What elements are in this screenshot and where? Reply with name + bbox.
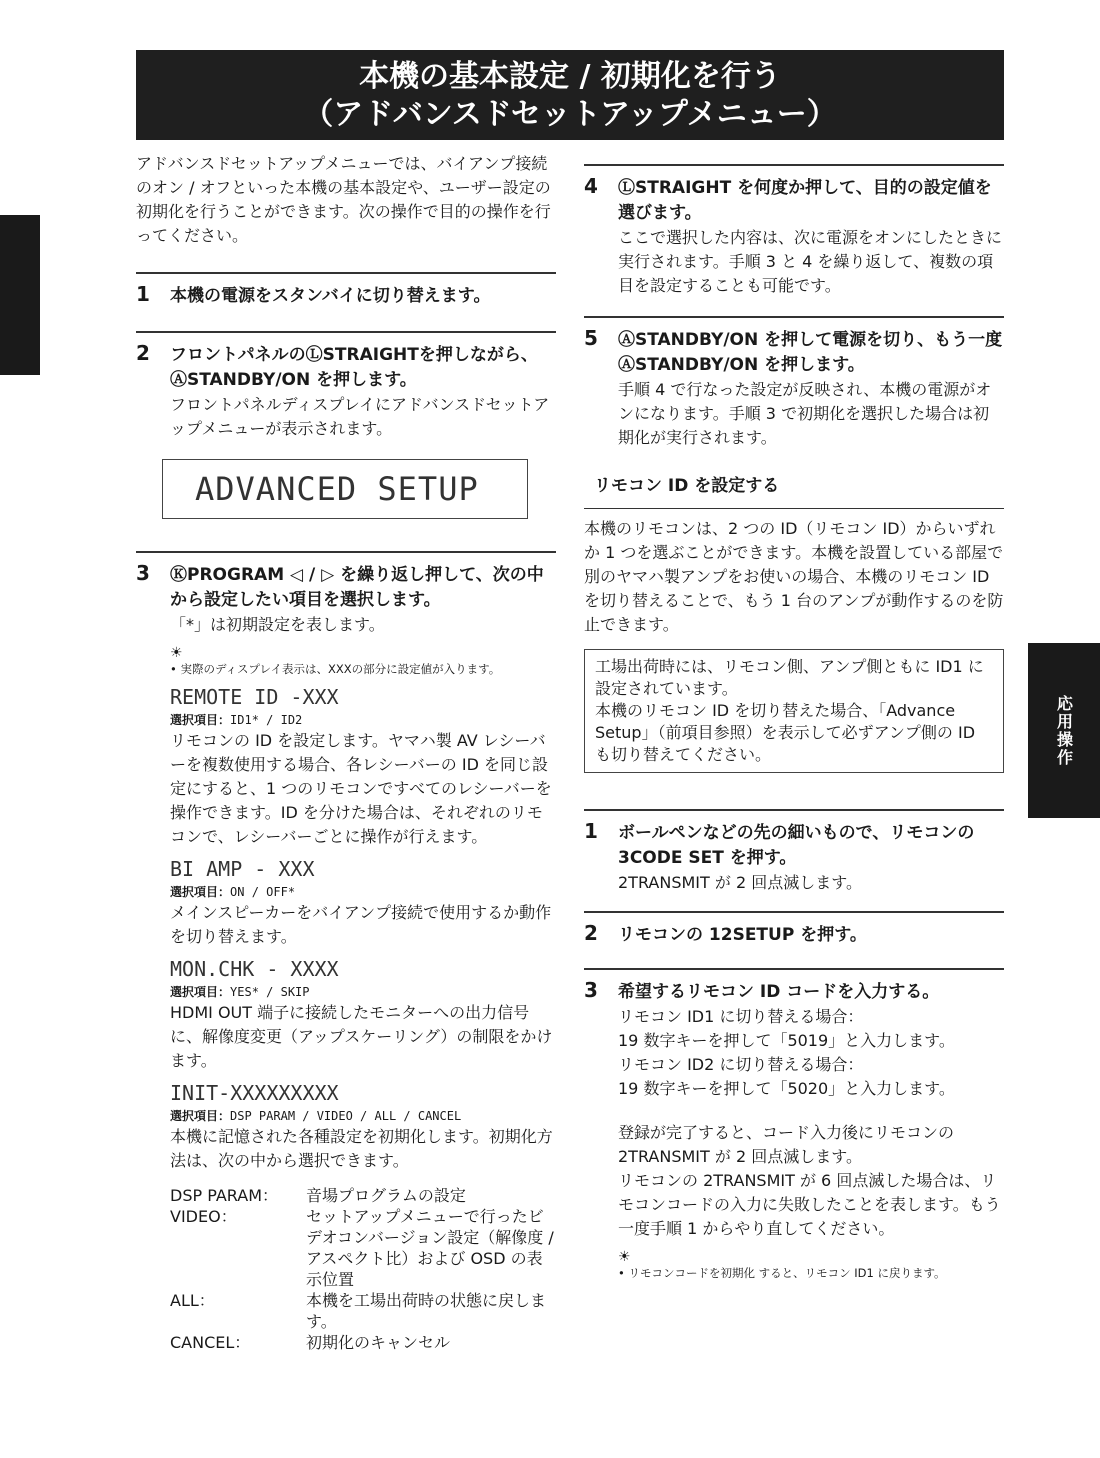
section-title: リモコン ID を設定する bbox=[594, 476, 780, 496]
options-label: 選択項目： bbox=[170, 985, 231, 999]
step-heading: 本機の電源をスタンバイに切り替えます。 bbox=[170, 286, 491, 306]
options-label: 選択項目： bbox=[170, 713, 231, 727]
options-values: ID1* / ID2 bbox=[230, 713, 303, 727]
init-key: VIDEO： bbox=[170, 1207, 237, 1226]
note-line: 工場出荷時には、リモコン側、アンプ側ともに ID1 に設定されています。 bbox=[595, 657, 984, 698]
front-display-lcd: ADVANCED SETUP bbox=[162, 459, 528, 519]
init-key: DSP PARAM： bbox=[170, 1186, 279, 1205]
step-body: 手順 4 で行なった設定が反映され、本機の電源がオンになります。手順 3 で初期化を選択した場合は初期化が実行されます。 bbox=[618, 380, 992, 447]
step-body: フロントパネルディスプレイにアドバンスドセットアップメニューが表示されます。 bbox=[170, 395, 550, 438]
step-heading: 希望するリモコン ID コードを入力する。 bbox=[618, 982, 940, 1002]
title-line-2: （アドバンスドセットアップメニュー） bbox=[303, 97, 837, 132]
item-options bbox=[170, 883, 556, 901]
section-divider bbox=[584, 508, 1004, 509]
options-label: 選択項目： bbox=[170, 885, 231, 899]
item-options bbox=[170, 711, 556, 729]
section-side-tab bbox=[1028, 643, 1100, 818]
step-number: 2 bbox=[136, 341, 150, 365]
step-body-line: リモコンの 2TRANSMIT が 6 回点滅した場合は、リモコンコードの入力に失敗したことを表します。もう一度手順 1 からやり直してください。 bbox=[618, 1171, 1001, 1238]
step-5 bbox=[584, 316, 1004, 450]
section-intro: 本機のリモコンは、2 つの ID（リモコン ID）からいずれか 1 つを選ぶことができます。本機を設置している部屋で別のヤマハ製アンプをお使いの場合、本機のリモコン ID を切り替えることで、もう 1 台のアンプが動作するのを防止できます。 bbox=[584, 519, 1004, 634]
right-column bbox=[584, 152, 1004, 1281]
item-options bbox=[170, 1107, 556, 1125]
item-name: INIT-XXXXXXXXX bbox=[170, 1081, 339, 1105]
step-body-line: リモコン ID1 に切り替える場合： bbox=[618, 1007, 864, 1026]
step-number: 3 bbox=[584, 978, 598, 1002]
setting-item-remote-id bbox=[136, 683, 556, 849]
step-number: 2 bbox=[584, 921, 598, 945]
item-options bbox=[170, 983, 556, 1001]
step-heading: ⓀPROGRAM ◁ / ▷ を繰り返し押して、次の中から設定したい項目を選択します。 bbox=[170, 565, 544, 610]
init-options-table bbox=[170, 1185, 556, 1353]
step-body: 「*」は初期設定を表します。 bbox=[170, 615, 385, 634]
side-tab-label: 応用操作 bbox=[1054, 694, 1074, 767]
step-number: 1 bbox=[584, 819, 598, 843]
tip-icon: ☀ bbox=[170, 645, 183, 661]
remote-step-1 bbox=[584, 809, 1004, 895]
left-edge-tab bbox=[0, 215, 40, 375]
step-body: ここで選択した内容は、次に電源をオンにしたときに実行されます。手順 3 と 4 を繰り返して、複数の項目を設定することも可能です。 bbox=[618, 228, 1003, 295]
step-number: 1 bbox=[136, 282, 150, 306]
item-description: リモコンの ID を設定します。ヤマハ製 AV レシーバーを複数使用する場合、各レシーバーの ID を同じ設定にすると、1 つのリモコンですべてのレシーバーを操作できます。ID を分けた場合は、それぞれのリモコンで、レシーバーごとに操作が行えます。 bbox=[170, 731, 552, 846]
step-1 bbox=[136, 272, 556, 323]
tip-icon: ☀ bbox=[618, 1249, 631, 1265]
item-name: REMOTE ID -XXX bbox=[170, 685, 339, 709]
init-key: ALL： bbox=[170, 1291, 215, 1310]
options-values: DSP PARAM / VIDEO / ALL / CANCEL bbox=[230, 1109, 462, 1123]
options-values: YES* / SKIP bbox=[230, 985, 310, 999]
setting-item-bi-amp bbox=[136, 855, 556, 949]
step-4 bbox=[584, 164, 1004, 298]
item-name: MON.CHK - XXXX bbox=[170, 957, 339, 981]
init-value: 音場プログラムの設定 bbox=[306, 1186, 466, 1205]
init-key: CANCEL： bbox=[170, 1333, 251, 1352]
init-row-dsp bbox=[170, 1185, 556, 1206]
step-body-line: リモコン ID2 に切り替える場合： bbox=[618, 1055, 864, 1074]
tip-text: • リモコンコードを初期化 すると、リモコン ID1 に戻ります。 bbox=[618, 1266, 946, 1280]
step-heading: リモコンの 12SETUP を押す。 bbox=[618, 925, 867, 945]
page-title bbox=[136, 50, 1004, 140]
item-description: 本機に記憶された各種設定を初期化します。初期化方法は、次の中から選択できます。 bbox=[170, 1127, 553, 1170]
step-number: 4 bbox=[584, 174, 598, 198]
intro-paragraph: アドバンスドセットアップメニューでは、バイアンプ接続のオン / オフといった本機の基本設定や、ユーザー設定の初期化を行うことができます。次の操作で目的の操作を行ってください。 bbox=[136, 154, 551, 245]
item-name: BI AMP - XXX bbox=[170, 857, 315, 881]
note-box bbox=[584, 649, 1004, 773]
step-number: 5 bbox=[584, 326, 598, 350]
init-value: 初期化のキャンセル bbox=[306, 1333, 451, 1352]
tip-text: • 実際のディスプレイ表示は、XXXの部分に設定値が入ります。 bbox=[170, 662, 501, 676]
step-body-line: 19 数字キーを押して「5019」と入力します。 bbox=[618, 1031, 955, 1050]
item-description: メインスピーカーをバイアンプ接続で使用するか動作を切り替えます。 bbox=[170, 903, 552, 946]
init-row-video bbox=[170, 1206, 556, 1290]
step-body: 2TRANSMIT が 2 回点滅します。 bbox=[618, 873, 862, 892]
step-heading: ⓁSTRAIGHT を何度か押して、目的の設定値を選びます。 bbox=[618, 178, 992, 223]
init-row-all bbox=[170, 1290, 556, 1332]
step-heading: フロントパネルのⓁSTRAIGHTを押しながら、ⒶSTANDBY/ON を押します。 bbox=[170, 345, 538, 390]
init-row-cancel bbox=[170, 1332, 556, 1353]
options-label: 選択項目： bbox=[170, 1109, 231, 1123]
left-column bbox=[136, 152, 556, 1353]
note-line: 本機のリモコン ID を切り替えた場合、「Advance Setup」（前項目参照）を表示して必ずアンプ側の ID も切り替えてください。 bbox=[595, 701, 976, 764]
setting-item-mon-chk bbox=[136, 955, 556, 1073]
step-body-spacer bbox=[618, 1101, 1004, 1121]
init-value: セットアップメニューで行ったビデオコンバージョン設定（解像度 / アスペクト比）および OSD の表示位置 bbox=[306, 1207, 554, 1289]
options-values: ON / OFF* bbox=[230, 885, 296, 899]
step-body-line: 登録が完了すると、コード入力後にリモコンの 2TRANSMIT が 2 回点滅します。 bbox=[618, 1123, 955, 1166]
step-body-line: 19 数字キーを押して「5020」と入力します。 bbox=[618, 1079, 955, 1098]
setting-item-init bbox=[136, 1079, 556, 1173]
step-heading: ⒶSTANDBY/ON を押して電源を切り、もう一度 ⒶSTANDBY/ON を押します。 bbox=[618, 330, 1003, 375]
step-3 bbox=[136, 551, 556, 1353]
item-description: HDMI OUT 端子に接続したモニターへの出力信号に、解像度変更（アップスケーリング）の制限をかけます。 bbox=[170, 1003, 553, 1070]
step-heading: ボールペンなどの先の細いもので、リモコンの 3CODE SET を押す。 bbox=[618, 823, 975, 868]
step-2 bbox=[136, 331, 556, 519]
step-number: 3 bbox=[136, 561, 150, 585]
remote-step-2 bbox=[584, 911, 1004, 962]
init-value: 本機を工場出荷時の状態に戻します。 bbox=[306, 1291, 547, 1331]
remote-step-3 bbox=[584, 968, 1004, 1281]
title-line-1: 本機の基本設定 / 初期化を行う bbox=[359, 59, 781, 94]
remote-id-section bbox=[584, 474, 1004, 1281]
